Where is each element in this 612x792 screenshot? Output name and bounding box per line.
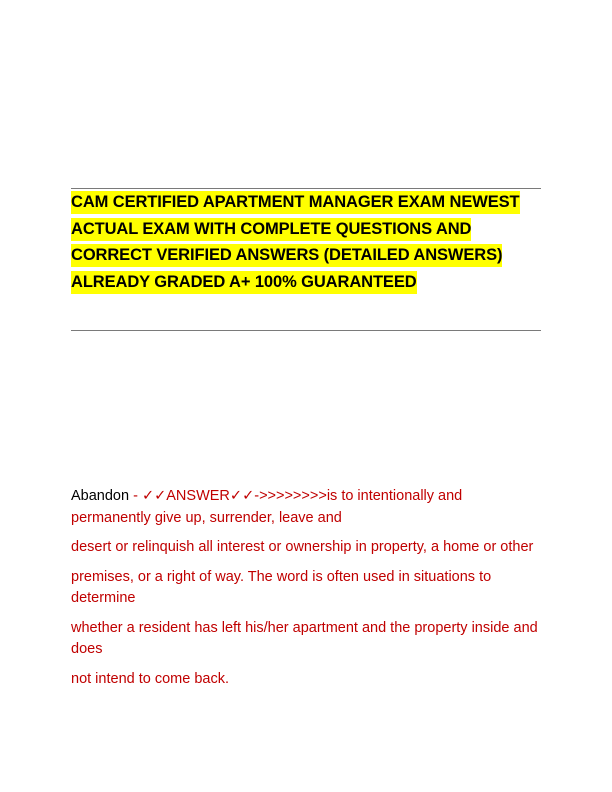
qa-entry bbox=[71, 486, 541, 698]
answer-line: premises, or a right of way. The word is often used in situations to determine bbox=[71, 568, 492, 606]
title-highlight: CAM CERTIFIED APARTMENT MANAGER EXAM NEWEST ACTUAL EXAM WITH COMPLETE QUESTIONS AND CORRECT VERIFIED ANSWERS (DETAILED ANSWERS) ALREADY GRADED A+ 100% GUARANTEED bbox=[71, 191, 520, 294]
answer-arrows: ->>>>>>>> bbox=[254, 488, 327, 504]
answer-line: desert or relinquish all interest or ownership in property, a home or other bbox=[71, 539, 534, 555]
answer-line: is to intentionally and permanently give up, surrender, leave and bbox=[71, 488, 463, 526]
document-title bbox=[71, 189, 541, 295]
question-term: Abandon bbox=[71, 488, 130, 504]
check-marks-icon: ✓✓ bbox=[229, 488, 255, 504]
answer-label: ANSWER bbox=[166, 488, 230, 504]
check-marks-icon: ✓✓ bbox=[141, 488, 167, 504]
bottom-divider bbox=[71, 330, 541, 331]
term-separator: - bbox=[129, 488, 142, 504]
answer-line: not intend to come back. bbox=[71, 670, 229, 687]
qa-first-line bbox=[71, 486, 541, 529]
answer-line: whether a resident has left his/her apartment and the property inside and does bbox=[71, 619, 538, 657]
